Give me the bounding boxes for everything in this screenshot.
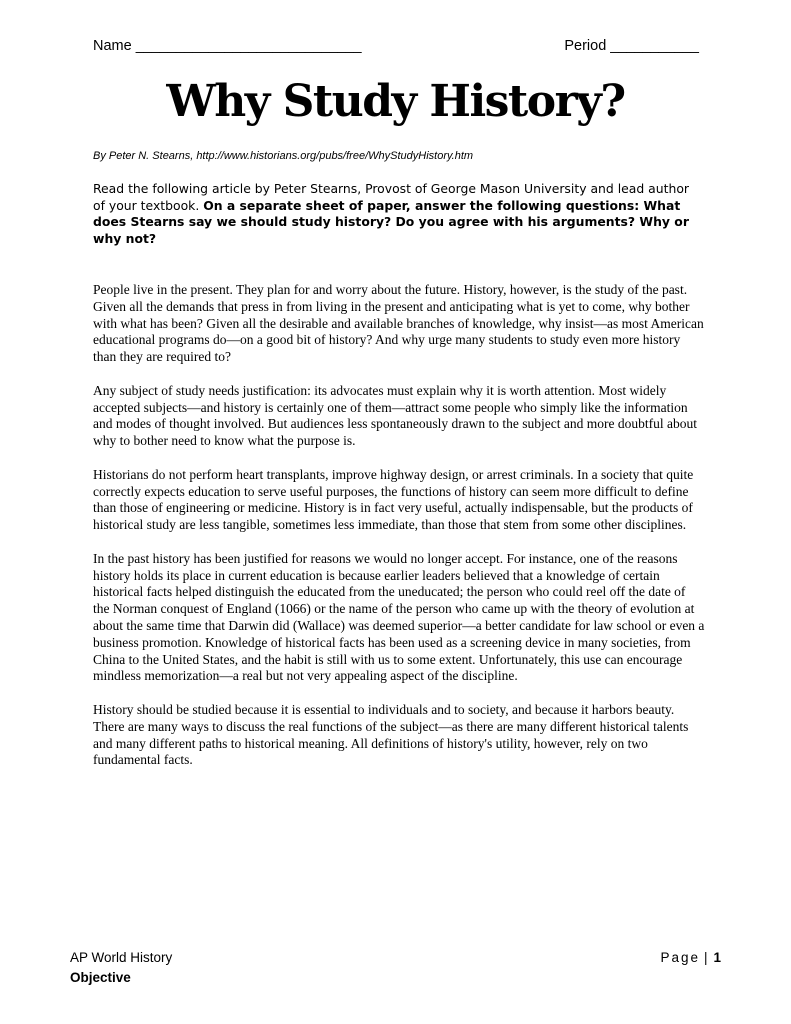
instructions-intro: Read the following article by Peter Stearns, Provost of George Mason University and lead author of your textbook. [93, 181, 690, 213]
article-paragraph-1: People live in the present. They plan for and worry about the future. History, however, is the study of the past. Given all the demands that press in from living in the present and anticipating what is yet to come, why bother with what has been? Given all the desirable and available branches of knowledge, why insist—as most American educational programs do—on a good bit of history? And why urge many students to study even more history than they are required to? [93, 282, 704, 365]
footer-separator: | [703, 950, 710, 965]
footer-page [660, 948, 721, 968]
footer-left [70, 948, 172, 988]
period-field: Period ___________ [564, 38, 699, 54]
footer-section: Objective [70, 970, 131, 985]
header-row [93, 38, 699, 58]
article-body [93, 282, 705, 786]
article-paragraph-4: In the past history has been justified for reasons we would no longer accept. For instance, one of the reasons history holds its place in current education is because earlier leaders believed that a knowledge of certain historical facts helped distinguish the educated from the uneducated; the person who could reel off the date of the Norman conquest of England (1066) or the name of the person who came up with the theory of evolution at about the same time that Darwin did (Wallace) was deemed superior—a better candidate for law school or even a business promotion. Knowledge of historical facts has been used as a screening device in many societies, from China to the United States, and the habit is still with us to some extent. Unfortunately, this use can encourage mindless memorization—a real but not very appealing aspect of the discipline. [93, 550, 705, 684]
footer-page-number: 1 [713, 950, 721, 965]
page-title: Why Study History? [166, 76, 625, 127]
instructions [93, 181, 703, 247]
name-field: Name ____________________________ [93, 38, 362, 54]
article-paragraph-3: Historians do not perform heart transplants, improve highway design, or arrest criminals. In a society that quite correctly expects education to serve useful purposes, the functions of history can seem more difficult to define than those of engineering or medicine. History is in fact very useful, actually indispensable, but the products of historical study are less tangible, sometimes less immediate, than those that stem from some other disciplines. [93, 466, 694, 533]
instructions-questions: On a separate sheet of paper, answer the following questions: What does Stearns say we should study history? Do you agree with his arguments? Why or why not? [93, 197, 689, 246]
footer-page-label: Page [660, 950, 700, 965]
article-paragraph-5: History should be studied because it is essential to individuals and to society, and because it harbors beauty. There are many ways to discuss the real functions of the subject—as there are many different historical talents and many different paths to historical meaning. All definitions of history's utility, however, rely on two fundamental facts. [93, 701, 689, 768]
byline: By Peter N. Stearns, http://www.historians.org/pubs/free/WhyStudyHistory.htm [93, 150, 474, 162]
footer-course: AP World History [70, 950, 173, 965]
article-paragraph-2: Any subject of study needs justification: its advocates must explain why it is worth attention. Most widely accepted subjects—and history is certainly one of them—attract some people who simply like the information and modes of thought involved. But audiences less spontaneously drawn to the subject and more doubtful about why to bother need to know what the purpose is. [93, 382, 698, 449]
